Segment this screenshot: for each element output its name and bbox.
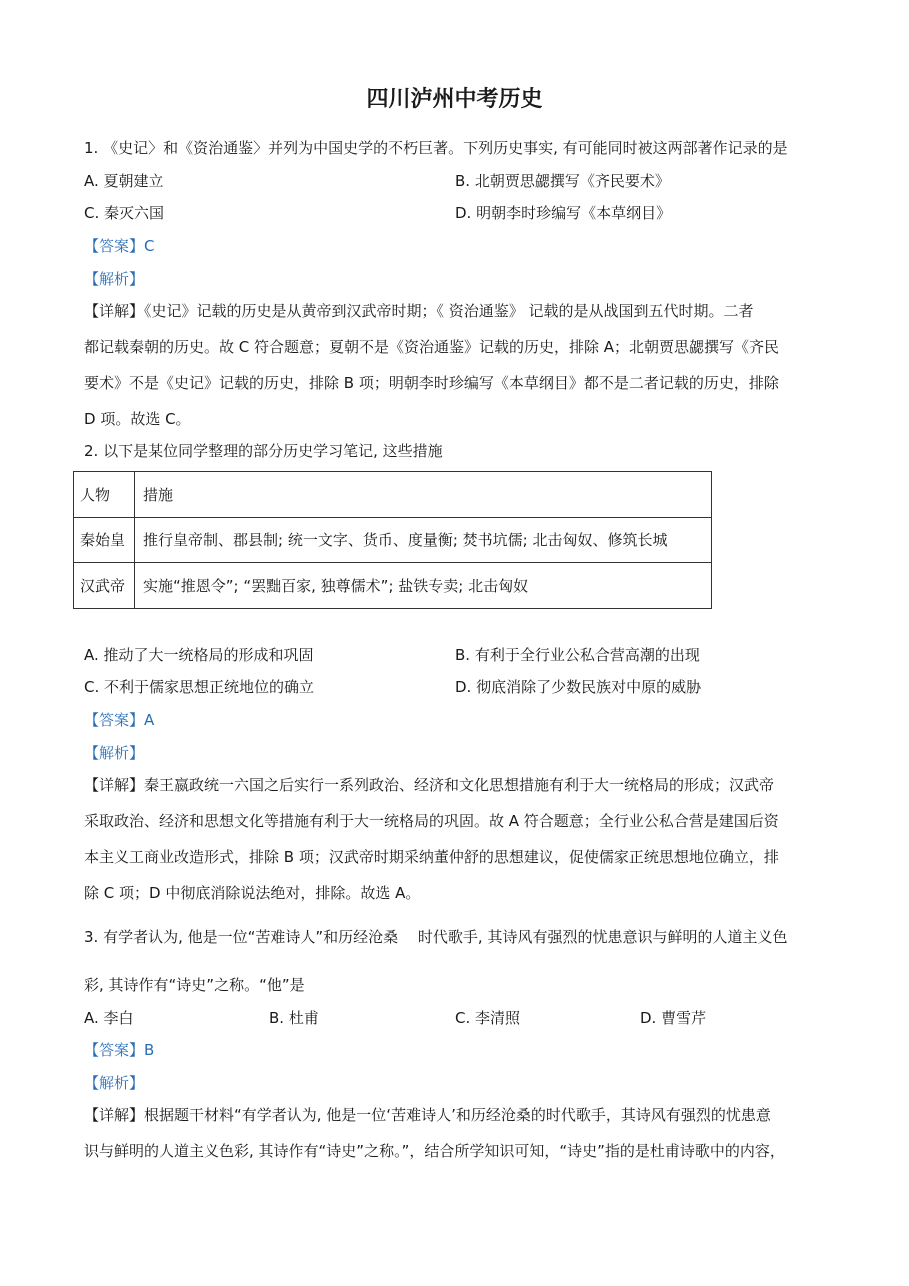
- question-2-detail-line: 采取政治、经济和思想文化等措施有利于大一统格局的巩固。故 A 符合题意；全行业公私合营是建国后资: [84, 812, 779, 830]
- notes-table: [73, 471, 712, 609]
- question-1-option-d: D. 明朝李时珍编写《本草纲目》: [455, 204, 672, 222]
- question-2-detail-line: 除 C 项；D 中彻底消除说法绝对，排除。故选 A。: [84, 884, 421, 902]
- table-row: [74, 563, 712, 609]
- question-3-option-c: C. 李清照: [455, 1009, 521, 1027]
- table-header-cell: 人物: [74, 472, 135, 518]
- question-1-option-c: C. 秦灭六国: [84, 204, 165, 222]
- page-title: 四川泸州中考历史: [366, 87, 543, 112]
- table-header-cell: 措施: [135, 472, 712, 518]
- question-1-detail-line: D 项。故选 C。: [84, 410, 191, 428]
- question-1-answer: 【答案】C: [84, 237, 155, 255]
- table-cell-person: 秦始皇: [74, 517, 135, 563]
- question-2-option-c: C. 不利于儒家思想正统地位的确立: [84, 678, 315, 696]
- question-1-stem: 1. 《史记〉和《资治通鉴〉并列为中国史学的不朽巨著。下列历史事实, 有可能同时被这两部著作记录的是: [84, 139, 788, 157]
- question-2-option-b: B. 有利于全行业公私合营高潮的出现: [455, 646, 700, 664]
- question-3-answer: 【答案】B: [84, 1041, 155, 1059]
- question-1-analysis-label: 【解析】: [84, 270, 145, 288]
- question-1-option-a: A. 夏朝建立: [84, 172, 164, 190]
- question-3-detail-line: 【详解】根据题干材料“有学者认为, 他是一位‘苦难诗人’和历经沧桑的时代歌手，其诗风有强烈的忧患意: [84, 1106, 771, 1124]
- question-3-stem-line: 3. 有学者认为, 他是一位“苦难诗人”和历经沧桑 时代歌手, 其诗风有强烈的忧患意识与鲜明的人道主义色: [84, 928, 788, 946]
- table-row: [74, 517, 712, 563]
- question-2-option-a: A. 推动了大一统格局的形成和巩固: [84, 646, 314, 664]
- question-3-detail-line: 识与鲜明的人道主义色彩, 其诗作有“诗史”之称。”，结合所学知识可知，“诗史”指的是杜甫诗歌中的内容，: [84, 1142, 785, 1160]
- question-1-detail-line: 都记载秦朝的历史。故 C 符合题意；夏朝不是《资治通鉴》记载的历史，排除 A；北朝贾思勰撰写《齐民: [84, 338, 780, 356]
- question-2-option-d: D. 彻底消除了少数民族对中原的威胁: [455, 678, 702, 696]
- table-cell-measures: 实施“推恩令”; “罢黜百家, 独尊儒术”; 盐铁专卖; 北击匈奴: [135, 563, 712, 609]
- table-header-row: [74, 472, 712, 518]
- question-2-detail-line: 【详解】秦王嬴政统一六国之后实行一系列政治、经济和文化思想措施有利于大一统格局的形成；汉武帝: [84, 776, 775, 794]
- question-3-option-b: B. 杜甫: [269, 1009, 319, 1027]
- question-1-option-b: B. 北朝贾思勰撰写《齐民要术》: [455, 172, 670, 190]
- question-2-analysis-label: 【解析】: [84, 744, 145, 762]
- question-2-stem: 2. 以下是某位同学整理的部分历史学习笔记, 这些措施: [84, 442, 443, 460]
- question-1-detail-line: 【详解】《史记》记载的历史是从黄帝到汉武帝时期；《 资治通鉴》 记载的是从战国到五代时期。二者: [84, 302, 754, 320]
- table-cell-person: 汉武帝: [74, 563, 135, 609]
- table-cell-measures: 推行皇帝制、郡县制; 统一文字、货币、度量衡; 焚书坑儒; 北击匈奴、修筑长城: [135, 517, 712, 563]
- question-3-option-d: D. 曹雪芹: [640, 1009, 707, 1027]
- question-3-option-a: A. 李白: [84, 1009, 134, 1027]
- question-3-stem-line: 彩, 其诗作有“诗史”之称。“他”是: [84, 976, 305, 994]
- question-3-analysis-label: 【解析】: [84, 1074, 145, 1092]
- question-2-detail-line: 本主义工商业改造形式，排除 B 项；汉武帝时期采纳董仲舒的思想建议，促使儒家正统思想地位确立，排: [84, 848, 779, 866]
- question-1-detail-line: 要术》不是《史记》记载的历史，排除 B 项；明朝李时珍编写《本草纲目》都不是二者记载的历史，排除: [84, 374, 779, 392]
- question-2-answer: 【答案】A: [84, 711, 155, 729]
